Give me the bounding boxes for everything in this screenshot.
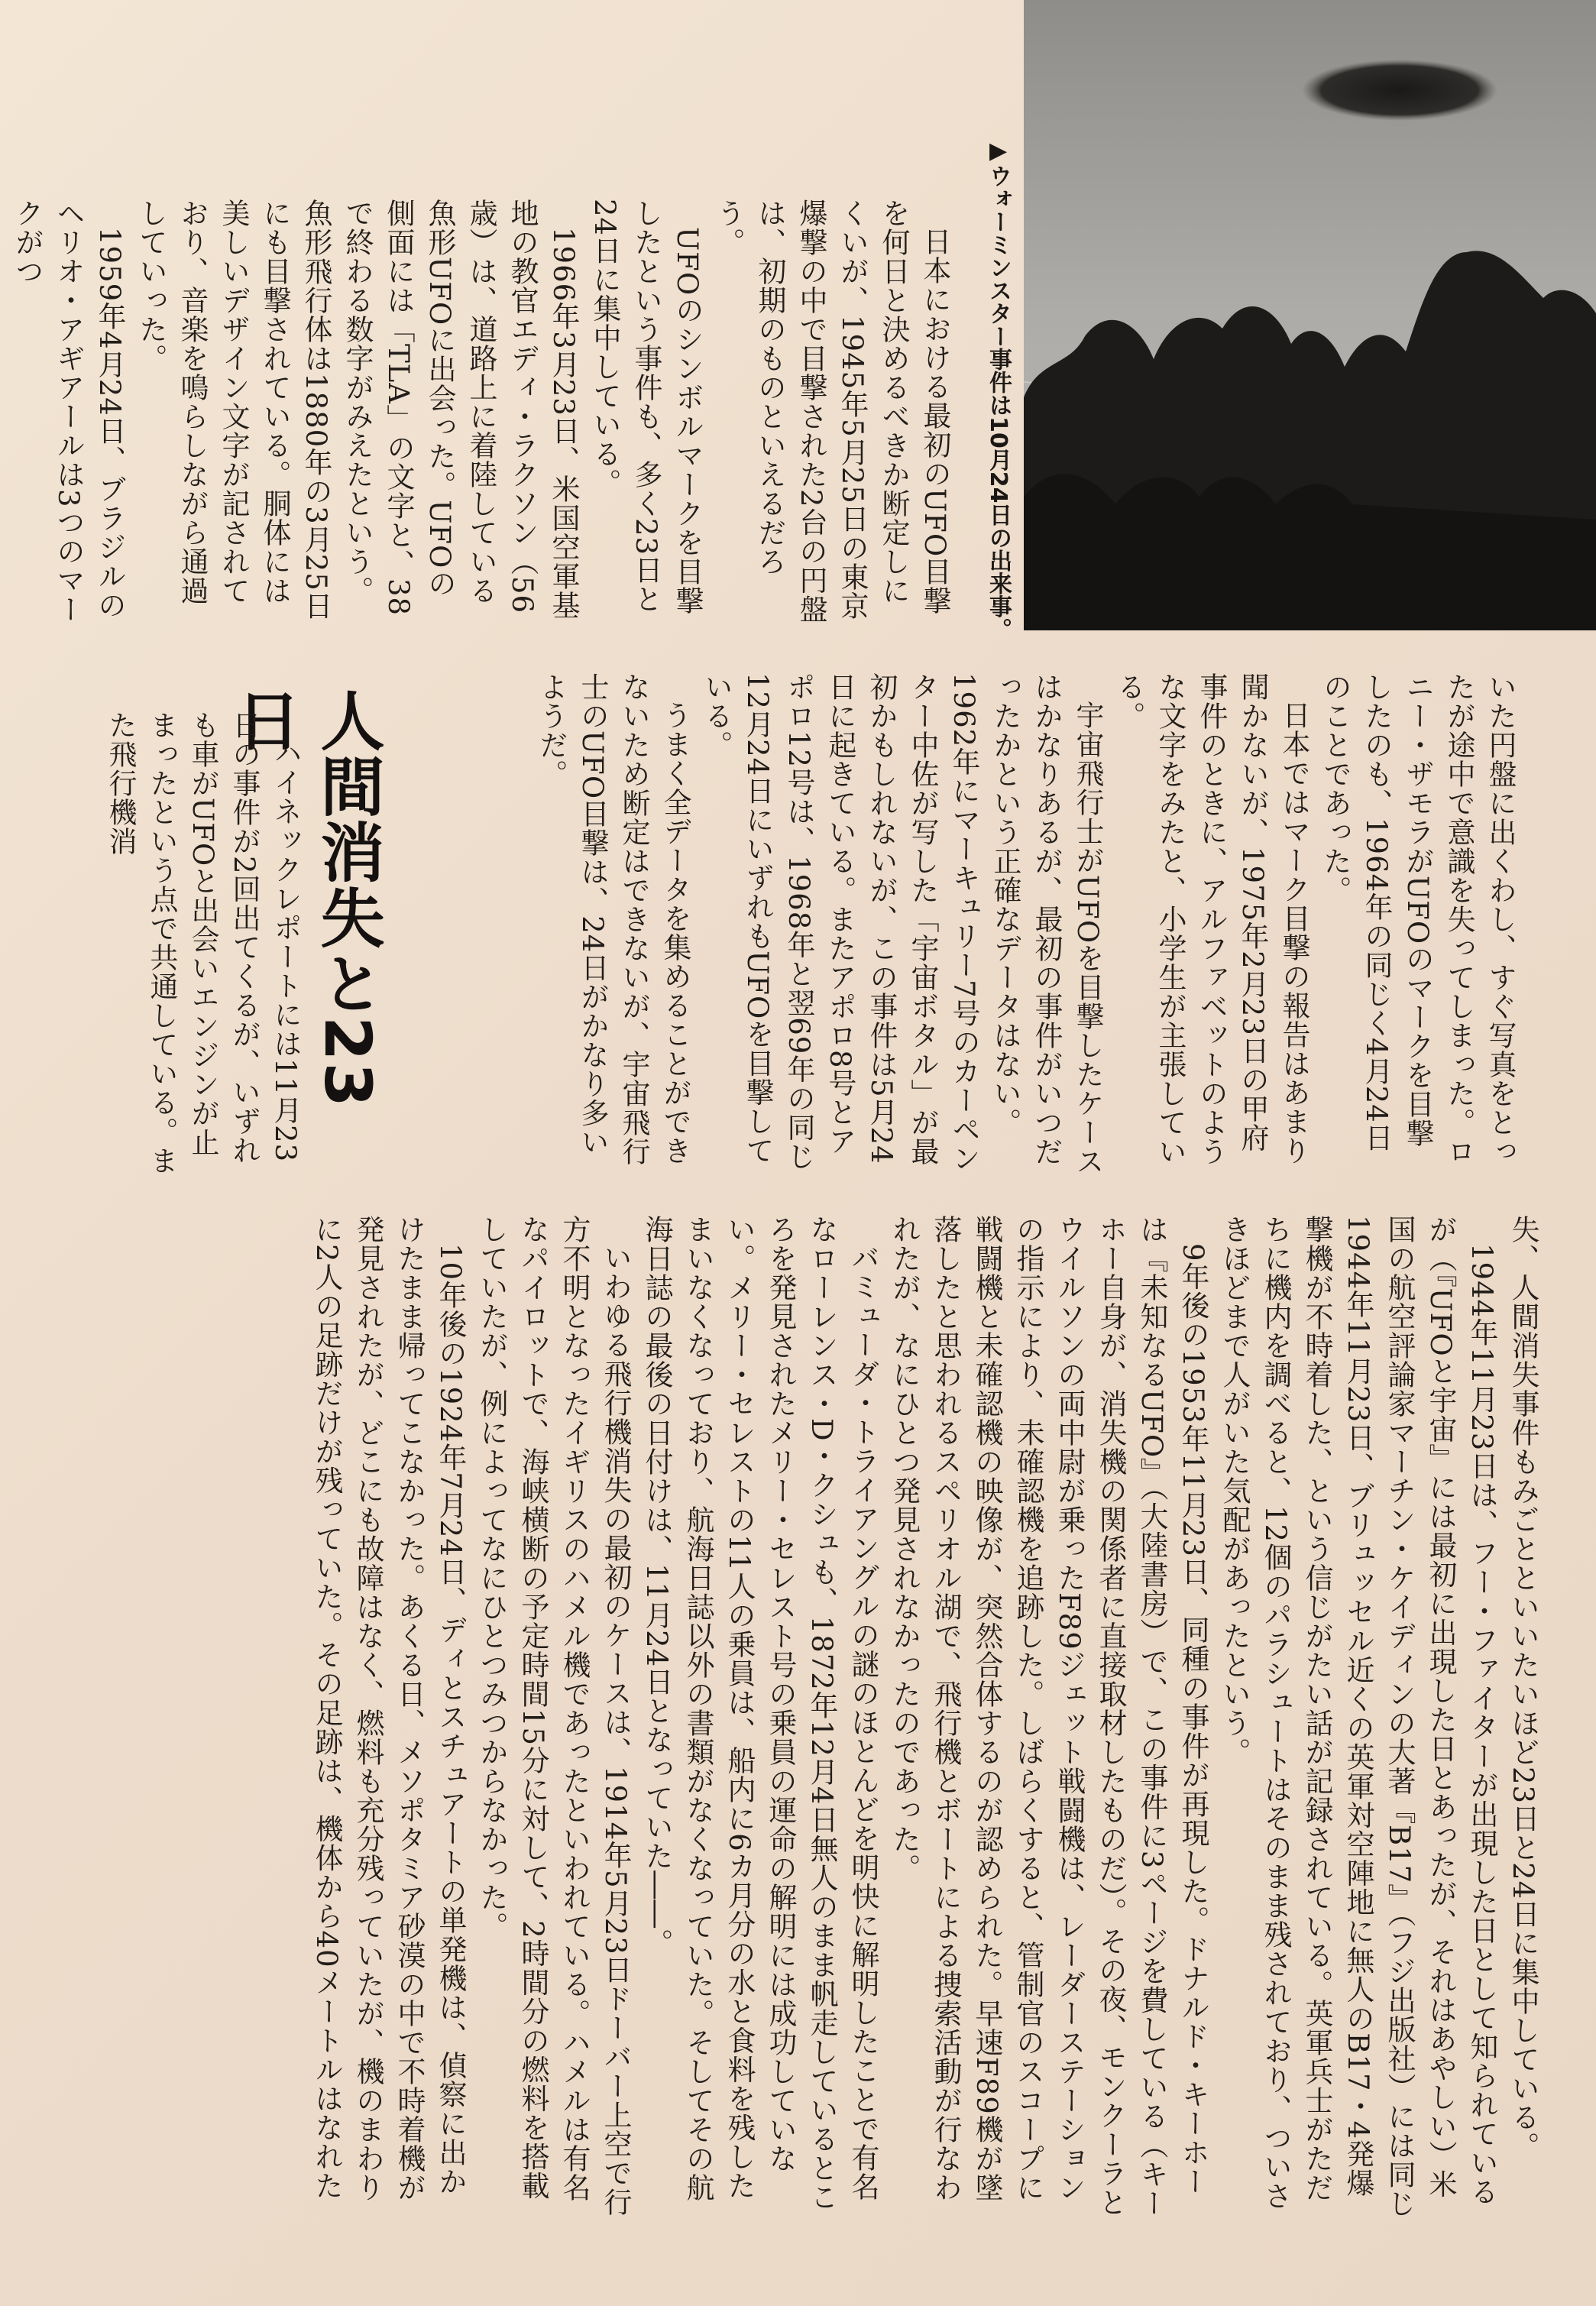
article-text-bottom bbox=[107, 1215, 1543, 2223]
paragraph: うまく全データを集めることができないため断定はできないが、宇宙飛行士のUFO目撃は、24日がかなり多いようだ。 bbox=[535, 672, 691, 1166]
paragraph: 9年後の1953年11月23日、同種の事件が再現した。ドナルド・キーホーは『未知なるUFO』（大陸書房）で、この事件に3ページを費している（キーホー自身が、消失機の関係者に直接取材したものだ）。その夜、モンクーラとウイルソンの両中尉が乗ったF89ジェット戦闘機は、レーダーステーションの指示により、未確認機を追跡した。しばらくすると、管制官のスコープに戦闘機と未確認機の映像が、突然合体するのが認められた。早速F89機が墜落したと思われるスペリオル湖で、飛行機とボートによる捜索活動が行なわれたが、なにひとつ発見されなかったのであった。 bbox=[888, 1215, 1209, 2218]
article-text-middle-right bbox=[413, 672, 1520, 1177]
paragraph: ハイネックレポートには11月23日の事件が2回出てくるが、いずれも車がUFOと出会いエンジンが止まったという点で共通している。また飛行機消 bbox=[104, 711, 302, 1175]
paragraph: 1944年11月23日は、フー・ファイターが出現した日として知られているが（『UFOと宇宙』には最初に出現した日とあったが、それはあやしい）米国の航空評論家マーチン・ケイディンの大著『B17』（フジ出版社）には同じ1944年11月23日、ブリュッセル近くの英軍対空陣地に無人のB17・4発爆撃機が不時着した、という信じがたい話が記録されている。英軍兵士がただちに機内を調べると、12個のパラシュートはそのまま残されており、ついさきほどまで人がいた気配があったという。 bbox=[1218, 1215, 1498, 2218]
ufo-photo bbox=[1024, 0, 1596, 630]
article-text-upper-left bbox=[11, 199, 955, 627]
paragraph: いた円盤に出くわし、すぐ写真をとったが途中で意識を失ってしまった。ロニー・ザモラがUFOのマークを目撃したのも、1964年の同じく4月24日のことであった。 bbox=[1319, 672, 1517, 1166]
paragraph: 1959年4月24日、ブラジルのヘリオ・アギアールは3つのマークがつ bbox=[11, 199, 126, 624]
paragraph: 日本における最初のUFO目撃を何日と決めるべきか断定しにくいが、1945年5月25日の東京爆撃の中で目撃された2台の円盤は、初期のものといえるだろう。 bbox=[712, 199, 951, 624]
paragraph: 宇宙飛行士がUFOを目撃したケースはかなりあるが、最初の事件がいつだったかという正確なデータはない。1962年にマーキュリー7号のカーペンター中佐が写した「宇宙ボタル」が最初かもしれないが、この事件は5月24日に起きている。またアポロ8号とアポロ12号は、1968年と翌69年の同じ12月24日にいずれもUFOを目撃している。 bbox=[700, 672, 1104, 1177]
paragraph: UFOのシンボルマークを目撃したという事件も、多く23日と24日に集中している。 bbox=[588, 199, 704, 616]
photo-caption: ▶ウォーミンスター事件は10月24日の出来事。 bbox=[985, 138, 1012, 641]
section-heading: 人間消失と23日 bbox=[226, 688, 385, 1109]
paragraph: バミューダ・トライアングルの謎のほとんどを明快に解明したことで有名なローレンス・D・クシュも、1872年12月4日無人のまま帆走しているところを発見されたメリー・セレスト号の乗員の運命の解明には成功していない。メリー・セレストの11人の乗員は、船内に6カ月分の水と食料を残したまいなくなっており、航海日誌以外の書類がなくなっていた。そしてその航海日誌の最後の日付けは、11月24日となっていた――。 bbox=[640, 1215, 879, 2212]
paragraph: 10年後の1924年7月24日、ディとスチュアートの単発機は、偵察に出かけたまま帰ってこなかった。あくる日、メソポタミア砂漠の中で不時着機が発見されたが、どこにも故障はなく、燃料も充分残っていたが、機のまわりに2人の足跡だけが残っていた。その足跡は、機体から40メートルはなれた bbox=[310, 1215, 467, 2202]
paragraph: 1966年3月23日、米国空軍基地の教官エディ・ラクソン（56歳）は、道路上に着陸している魚形UFOに出会った。UFOの側面には「TLA」の文字と、38で終わる数字がみえたという。魚形飛行体は1880年の3月25日にも目撃されている。胴体には美しいデザイン文字が記されており、音楽を鳴らしながら通過していった。 bbox=[134, 199, 580, 620]
paragraph: 失、人間消失事件もみごとといいたいほど23日と24日に集中している。 bbox=[1507, 1215, 1539, 2162]
article-text-middle-left bbox=[104, 711, 306, 1177]
ufo-photo-icon bbox=[1024, 0, 1596, 630]
ufo-disc bbox=[1302, 60, 1497, 121]
paragraph: 日本ではマーク目撃の報告はあまり聞かないが、1975年2月23日の甲府事件のときに、アルファベットのような文字をみたと、小学生が主張している。 bbox=[1112, 672, 1310, 1166]
paragraph: いわゆる飛行機消失の最初のケースは、1914年5月23日ドーバー上空で行方不明となったイギリスのハメル機であったといわれている。ハメルは有名なパイロットで、海峡横断の予定時間15分に対して、2時間分の燃料を搭載していたが、例によってなにひとつみつからなかった。 bbox=[475, 1215, 632, 2217]
